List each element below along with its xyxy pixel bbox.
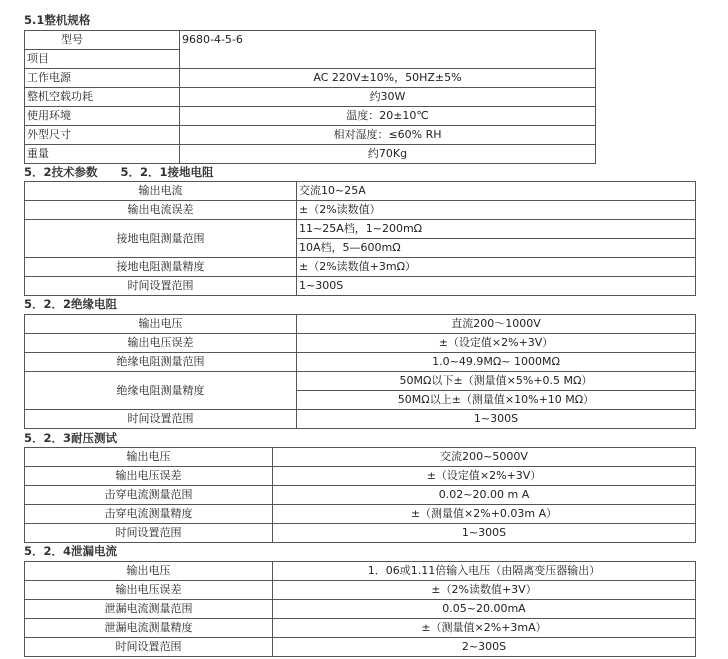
row-value: 1~300S [297,410,696,429]
row-value: 相对湿度：≤60% RH [180,126,596,145]
row-value: 温度：20±10℃ [180,107,596,126]
row-label: 击穿电流测量范围 [25,486,273,505]
row-value: 2~300S [273,638,696,657]
row-label: 整机空载功耗 [25,88,180,107]
row-value: 50MΩ以上±（测量值×10%+10 MΩ） [297,391,696,410]
section-heading-5-1: 5.1整机规格 [24,13,91,27]
section-heading-5-2-1: 5．2技术参数 5．2．1接地电阻 [24,165,214,179]
row-value: ±（2%读数值+3mΩ） [297,258,696,277]
row-value: 1.0~49.9MΩ~ 1000MΩ [297,353,696,372]
row-label: 工作电源 [25,69,180,88]
model-value: 9680-4-5-6 [180,31,596,69]
row-value: 直流200～1000V [297,315,696,334]
row-label: 绝缘电阻测量范围 [25,353,297,372]
row-label: 输出电压误差 [25,467,273,486]
row-label: 输出电流误差 [25,201,297,220]
row-value: 约70Kg [180,145,596,164]
row-label: 使用环境 [25,107,180,126]
row-label: 输出电压 [25,315,297,334]
row-label: 击穿电流测量精度 [25,505,273,524]
section-heading-5-2-2: 5．2．2绝缘电阻 [24,297,118,311]
row-label: 输出电压误差 [25,581,273,600]
row-label: 外型尺寸 [25,126,180,145]
row-label: 时间设置范围 [25,638,273,657]
row-label: 重量 [25,145,180,164]
row-value: 11~25A档，1~200mΩ [297,220,696,239]
row-label: 时间设置范围 [25,277,297,296]
section-heading-5-2-3: 5．2．3耐压测试 [24,431,118,445]
row-label: 输出电流 [25,182,297,201]
row-label: 泄漏电流测量精度 [25,619,273,638]
spec-table-insulation-resistance [24,314,696,429]
spec-table-leakage-current [24,561,696,657]
row-value: 1~300S [297,277,696,296]
row-value: 交流200~5000V [273,448,696,467]
row-label: 接地电阻测量范围 [25,220,297,258]
model-label: 型号 [25,31,180,50]
row-value: ±（测量值×2%+3mA） [273,619,696,638]
row-label: 输出电压 [25,562,273,581]
row-value: 0.02~20.00 m A [273,486,696,505]
section-heading-5-2-4: 5．2．4泄漏电流 [24,544,118,558]
spec-table-overall [24,30,596,164]
item-label: 项目 [25,50,180,69]
row-value: 约30W [180,88,596,107]
row-value: 1~300S [273,524,696,543]
row-label: 输出电压误差 [25,334,297,353]
row-value: ±（设定值×2%+3V） [273,467,696,486]
row-value: 0.05~20.00mA [273,600,696,619]
row-label: 输出电压 [25,448,273,467]
row-value: 10A档，5—600mΩ [297,239,696,258]
row-value: 交流10~25A [297,182,696,201]
row-label: 绝缘电阻测量精度 [25,372,297,410]
row-label: 时间设置范围 [25,524,273,543]
row-value: ±（设定值×2%+3V） [297,334,696,353]
row-value: 50MΩ以下±（测量值×5%+0.5 MΩ） [297,372,696,391]
row-value: AC 220V±10%，50HZ±5% [180,69,596,88]
row-label: 接地电阻测量精度 [25,258,297,277]
row-value: ±（2%读数值） [297,201,696,220]
row-label: 时间设置范围 [25,410,297,429]
row-value: ±（测量值×2%+0.03m A） [273,505,696,524]
row-label: 泄漏电流测量范围 [25,600,273,619]
row-value: 1．06或1.11倍输入电压（由隔离变压器输出） [273,562,696,581]
spec-table-ground-resistance [24,181,696,296]
row-value: ±（2%读数值+3V） [273,581,696,600]
spec-table-withstand-voltage [24,447,696,543]
